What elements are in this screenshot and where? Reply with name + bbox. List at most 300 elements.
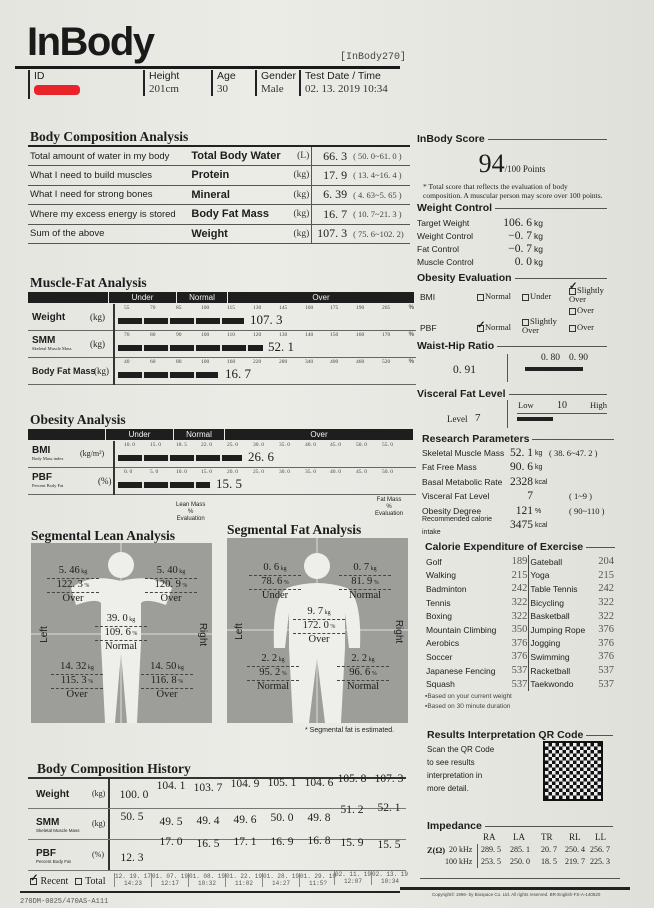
segmental-fat-diagram	[227, 538, 408, 723]
fat-left-arm: 0. 6 kg 78. 6 % Under	[249, 562, 301, 602]
weight-control-list	[417, 217, 607, 269]
right-panel	[417, 133, 607, 430]
history-date	[299, 873, 336, 887]
bar-value: 107. 3	[250, 312, 283, 327]
date: 01. 29. 19	[300, 873, 337, 880]
checkbox-checked[interactable]	[569, 288, 576, 295]
recent-checkbox[interactable]	[30, 878, 37, 885]
item-value: 121	[515, 504, 533, 517]
z-value: 250. 0	[510, 857, 530, 866]
table-row	[425, 677, 615, 691]
exercise: Tennis	[426, 597, 451, 608]
evaluation: Normal	[256, 681, 290, 692]
pct-value: 81. 9	[351, 576, 373, 587]
tick: 45. 0	[356, 469, 367, 475]
smm-bar	[118, 345, 263, 351]
list-item	[417, 243, 607, 256]
evaluation: Over	[66, 689, 88, 700]
pbf-option-over[interactable]	[569, 322, 594, 332]
tick: 50. 0	[356, 442, 367, 448]
list-item	[417, 217, 607, 230]
obesity-row-bmi	[28, 441, 416, 468]
divider	[420, 878, 620, 879]
kcal: 376	[598, 624, 614, 636]
exercise: Soccer	[426, 651, 453, 662]
checkbox[interactable]	[522, 294, 529, 301]
kg-value: 2. 2	[261, 653, 278, 664]
item-label: Obesity Degree	[422, 505, 482, 516]
col-header: LL	[595, 832, 606, 842]
row-label: Body Fat Mass	[189, 205, 289, 225]
item-label: Target Weight	[417, 218, 470, 228]
history-title: Body Composition History	[37, 761, 191, 776]
pct-value: 122. 3	[56, 579, 83, 590]
tick: 15. 0	[150, 442, 161, 448]
impedance-table	[427, 832, 613, 872]
col-header: TR	[541, 832, 553, 842]
pct-value: 95. 2	[259, 667, 281, 678]
visceral-gauge	[417, 400, 607, 430]
tick: 100	[201, 305, 210, 311]
weight-bar	[118, 318, 244, 324]
fat-right-arm: 0. 7 kg 81. 9 % Normal	[339, 562, 391, 602]
kg-value: 39. 0	[106, 613, 128, 624]
kcal: 322	[598, 597, 614, 609]
inbody-score	[417, 149, 607, 179]
row-unit: (kg)	[290, 205, 312, 225]
tick: 150	[330, 332, 339, 338]
level-label: Level	[447, 414, 468, 424]
tick: 170	[382, 332, 391, 338]
history-value: 49. 8	[307, 812, 331, 824]
history-value: 50. 5	[120, 811, 144, 823]
height-value: 201cm	[149, 83, 179, 95]
legend-line: Lean Mass	[176, 502, 206, 508]
bmi-bar	[118, 455, 242, 461]
tick: 140	[305, 332, 314, 338]
divider	[507, 354, 508, 382]
item-range: ( 38. 6~47. 2 )	[549, 447, 598, 458]
qr-text: Scan the QR Code to see results interpretation in more detail.	[427, 745, 495, 793]
item-value: −0. 7	[508, 243, 532, 255]
exercise: Jumping Rope	[530, 624, 586, 635]
col-header: RA	[483, 832, 496, 842]
bmi-option-slightly-over[interactable]	[569, 286, 609, 303]
evaluation: Normal	[104, 641, 138, 652]
tick: 100	[201, 332, 210, 338]
tick: 5. 0	[150, 469, 159, 475]
table-row	[28, 185, 410, 205]
row-unit: (kg)	[290, 185, 312, 205]
bmi-option-under[interactable]	[522, 291, 551, 301]
exercise: Boxing	[426, 611, 452, 622]
table-row	[425, 555, 615, 569]
id-label: ID	[34, 70, 45, 82]
time: 12:07	[343, 878, 362, 885]
row-sub: Skeletal Muscle Mass	[32, 346, 72, 351]
z-value: 20. 7	[541, 845, 557, 854]
item-label: Basal Metabolic Rate	[422, 476, 503, 487]
form-code: 270DM-0025/470AS-A111	[20, 898, 109, 906]
exercise: Bicycling	[530, 597, 564, 608]
time: 10:34	[380, 878, 399, 885]
option-label: Slightly Over	[569, 285, 604, 304]
row-name-text: PBF	[36, 848, 56, 859]
row-unit: (%)	[92, 850, 104, 859]
kcal: 322	[508, 596, 529, 610]
divider	[113, 441, 115, 468]
item-value: 90. 6	[510, 461, 533, 474]
time: 11:02	[234, 880, 253, 887]
evaluation: Over	[308, 634, 330, 645]
date: 01. 07. 19	[152, 873, 189, 880]
exercise: Table Tennis	[530, 583, 578, 594]
item-value: 0. 0	[514, 256, 532, 268]
note-text: Based on 30 minute duration	[427, 702, 511, 710]
item-unit: kg	[534, 231, 543, 241]
row-label: Mineral	[189, 185, 289, 205]
tick: 190	[356, 305, 365, 311]
table-row	[28, 205, 410, 225]
row-unit: (kg/m²)	[80, 449, 105, 458]
list-item	[417, 230, 607, 243]
impedance-title: Impedance	[427, 820, 613, 832]
checkbox[interactable]	[477, 294, 484, 301]
total-label: Total	[85, 876, 106, 887]
row-name	[32, 445, 64, 461]
bmi-option-over[interactable]	[569, 305, 594, 315]
id-field	[28, 70, 143, 99]
scale-line	[517, 413, 607, 414]
z-value: 250. 4	[565, 845, 585, 854]
row-sub: Skeletal Muscle Mass	[36, 828, 80, 833]
pct-label: %	[408, 332, 414, 338]
row-range: ( 75. 6~102. 2)	[351, 224, 410, 244]
checkbox[interactable]	[569, 308, 576, 315]
row-range: ( 50. 0~61. 0 )	[351, 146, 410, 166]
qr-code-icon[interactable]	[543, 741, 603, 801]
note: ▪Based on your current weight	[425, 692, 512, 700]
total-checkbox[interactable]	[75, 878, 82, 885]
row-range: ( 4. 63~5. 65 )	[351, 185, 410, 205]
time: 12:17	[160, 880, 179, 887]
weight-control-title: Weight Control	[417, 202, 607, 214]
id-redaction	[34, 85, 80, 95]
research-title: Research Parameters	[422, 433, 614, 445]
freq: 100 kHz	[445, 857, 473, 866]
tick: 120	[253, 332, 262, 338]
kcal: 376	[598, 651, 614, 663]
bar-value: 52. 1	[268, 339, 294, 354]
history-date	[262, 873, 299, 887]
history-value: 15. 5	[377, 839, 401, 851]
band-blank	[28, 292, 108, 303]
exercise: Badminton	[426, 583, 467, 594]
legend-line: Evaluation	[375, 511, 404, 517]
pbf-bar	[118, 482, 210, 488]
exercise: Japanese Fencing	[426, 665, 496, 676]
kcal: 189	[508, 555, 529, 569]
tick: 20. 0	[227, 469, 238, 475]
history-value: 104. 9	[230, 778, 260, 790]
row-name-text: SMM	[36, 817, 60, 828]
row-value: 16. 7	[312, 205, 351, 225]
inbody-logo: InBody	[27, 20, 154, 64]
obesity-eval-grid	[417, 284, 607, 336]
z-value: 219. 7	[565, 857, 585, 866]
tick: 55	[124, 305, 130, 311]
history-date	[371, 871, 408, 885]
tick: 30. 0	[279, 469, 290, 475]
research-panel	[422, 433, 614, 536]
exercise: Jogging	[530, 638, 561, 649]
freq: 20 kHz	[449, 845, 473, 854]
item-label: Weight Control	[417, 231, 474, 241]
test-date-value: 02. 13. 2019 10:34	[305, 83, 388, 95]
row-unit: (kg)	[92, 819, 106, 828]
note-text: Based on your current weight	[427, 692, 512, 700]
band-over: Over	[225, 429, 413, 440]
table-row	[28, 146, 410, 166]
score-note: * Total score that reflects the evaluation of body composition. A muscular person may score over 100 points.	[423, 182, 603, 200]
item-label: Skeletal Muscle Mass	[422, 447, 505, 458]
bar-value: 15. 5	[216, 476, 242, 491]
waist-hip-bar	[525, 367, 583, 371]
divider	[507, 400, 508, 428]
mf-row-body-fat-mass	[28, 358, 416, 385]
legend-line: Fat Mass	[376, 497, 402, 503]
row-name: Weight	[32, 312, 66, 323]
row-unit: (kg)	[92, 789, 106, 798]
item-label: Recommended calorie intake	[422, 515, 493, 536]
row-label: Total Body Water	[189, 146, 289, 166]
kcal: 215	[598, 569, 614, 581]
pbf-option-slightly-over[interactable]	[522, 317, 566, 334]
obesity-eval-title: Obesity Evaluation	[417, 272, 607, 284]
tick: 0. 0	[124, 469, 133, 475]
body-composition-table	[28, 145, 410, 244]
pct-value: 96. 6	[349, 667, 371, 678]
history-date	[225, 873, 262, 887]
row-desc: Total amount of water in my body	[28, 146, 189, 166]
history-date	[188, 873, 225, 887]
tick: 45. 0	[330, 442, 341, 448]
header-rule	[15, 66, 400, 69]
kcal: 322	[508, 609, 529, 623]
table-row	[28, 166, 410, 186]
checkbox[interactable]	[569, 325, 576, 332]
fat-right-leg: 2. 2 kg 96. 6 % Normal	[337, 653, 389, 693]
pct-value: 120. 9	[154, 579, 181, 590]
row-desc: Sum of the above	[28, 224, 189, 244]
fat-mass-legend	[375, 497, 403, 518]
date: 02. 13. 19	[372, 871, 409, 878]
lean-mass-legend	[176, 502, 205, 523]
tick: 55. 0	[382, 442, 393, 448]
tick: 400	[330, 359, 339, 365]
row-range: ( 13. 4~16. 4 )	[351, 166, 410, 186]
bar-value: 26. 6	[248, 449, 274, 464]
kg-value: 9. 7	[307, 606, 324, 617]
level-value: 7	[475, 412, 481, 424]
tick: 220	[253, 359, 262, 365]
tick: 460	[356, 359, 365, 365]
option-label: Normal	[485, 291, 511, 301]
history-value: 12. 3	[120, 852, 144, 864]
segmental-fat-title: Segmental Fat Analysis	[227, 522, 362, 537]
tick: 10. 0	[124, 442, 135, 448]
row-name-text: BMI	[32, 445, 51, 456]
muscle-fat-title: Muscle-Fat Analysis	[30, 275, 147, 290]
kcal: 537	[508, 664, 529, 678]
evaluation: Normal	[348, 590, 382, 601]
score-value: 94	[478, 149, 505, 178]
kcal: 376	[598, 637, 614, 649]
item-value: 3475	[510, 519, 533, 532]
table-row	[425, 664, 615, 678]
calorie-panel	[425, 541, 615, 712]
row-range: ( 10. 7~21. 3 )	[351, 205, 410, 225]
history-value: 103. 7	[193, 782, 223, 794]
list-item	[422, 515, 614, 536]
gender-value: Male	[261, 83, 284, 95]
item-unit: kg	[534, 244, 543, 254]
pct-label: %	[408, 359, 414, 365]
tick: 145	[279, 305, 288, 311]
divider	[113, 331, 115, 358]
table-row	[425, 609, 615, 623]
evaluation: Over	[156, 689, 178, 700]
table-row	[425, 623, 615, 637]
copyright: Copyright© 1996- by Biospace Co. Ltd. All rights reserved. BR-English-FS-A-140520	[432, 892, 601, 897]
history-row-pbf	[28, 835, 406, 871]
row-label: Protein	[189, 166, 289, 186]
exercise: Yoga	[530, 570, 550, 581]
checkbox[interactable]	[522, 319, 529, 326]
tick: 30. 0	[253, 442, 264, 448]
pct-value: 172. 0	[302, 620, 329, 631]
item-value: −0. 7	[508, 230, 532, 242]
history-value: 17. 1	[233, 836, 257, 848]
row-name-text: PBF	[32, 472, 52, 483]
pbf-option-normal[interactable]	[477, 322, 511, 332]
z-value: 256. 7	[590, 845, 610, 854]
kcal: 204	[598, 556, 614, 568]
history-value: 105. 8	[337, 773, 367, 785]
tick: 115	[227, 305, 236, 311]
divider	[113, 304, 115, 331]
date: 01. 28. 19	[263, 873, 300, 880]
item-unit: kcal	[535, 522, 548, 530]
history-value: 15. 9	[340, 837, 364, 849]
segmental-lean-diagram	[31, 543, 212, 723]
legend-line: Evaluation	[176, 516, 205, 522]
divider	[113, 358, 115, 385]
row-desc: What I need to build muscles	[28, 166, 189, 186]
pct-value: 78. 6	[261, 576, 283, 587]
obesity-bands	[28, 429, 416, 440]
date: 01. 08. 19	[189, 873, 226, 880]
z-value: 285. 1	[510, 845, 530, 854]
history-value: 104. 1	[156, 780, 186, 792]
item-unit: kg	[535, 464, 543, 472]
calorie-notes	[425, 692, 615, 712]
kcal: 322	[598, 610, 614, 622]
scale-mid: 10	[557, 400, 567, 411]
tick: 15. 0	[201, 469, 212, 475]
row-unit: (kg)	[94, 366, 109, 376]
tick: 85	[176, 305, 182, 311]
lean-left-arm: 5. 46 kg 122. 3 % Over	[47, 565, 99, 605]
fat-trunk: 9. 7 kg 172. 0 % Over	[293, 606, 345, 646]
option-label: Over	[577, 305, 594, 315]
option-label: Slightly Over	[522, 316, 557, 335]
lean-right-leg: 14. 50 kg 116. 8 % Over	[141, 661, 193, 701]
bmi-option-normal[interactable]	[477, 291, 511, 301]
exercise: Racketball	[530, 665, 571, 676]
footer-rule	[20, 891, 400, 893]
z-value: 18. 5	[541, 857, 557, 866]
lean-right-arm: 5. 40 kg 120. 9 % Over	[145, 565, 197, 605]
history-table	[28, 773, 409, 887]
kcal: 537	[598, 678, 614, 690]
list-item	[417, 256, 607, 269]
checkbox-checked[interactable]	[477, 325, 484, 332]
evaluation: Normal	[346, 681, 380, 692]
history-value: 49. 5	[159, 816, 183, 828]
row-value: 17. 9	[312, 166, 351, 186]
tick: 160	[356, 332, 365, 338]
tick: 80	[176, 359, 182, 365]
history-value: 104. 6	[304, 777, 334, 789]
age-value: 30	[217, 83, 228, 95]
row-sub: Body Mass index	[32, 456, 64, 461]
history-value: 107. 3	[374, 773, 404, 785]
fat-left-leg: 2. 2 kg 95. 2 % Normal	[247, 653, 299, 693]
history-date	[334, 871, 371, 885]
tick: 340	[305, 359, 314, 365]
history-value: 16. 8	[307, 835, 331, 847]
time: 14:27	[271, 880, 290, 887]
history-value: 52. 1	[377, 802, 401, 814]
band-over: Over	[228, 292, 414, 303]
evaluation: Over	[62, 593, 84, 604]
evaluation: Over	[160, 593, 182, 604]
item-label: Muscle Control	[417, 257, 474, 267]
item-value: 7	[527, 490, 533, 503]
lean-left-leg: 14. 32 kg 115. 3 % Over	[51, 661, 103, 701]
exercise: Taekwondo	[530, 679, 574, 690]
kcal: 376	[508, 637, 529, 651]
tick: 80	[150, 332, 156, 338]
row-unit: (kg)	[90, 339, 105, 349]
row-value: 66. 3	[312, 146, 351, 166]
item-unit: kg	[534, 257, 543, 267]
tick: 22. 0	[201, 442, 212, 448]
kg-value: 2. 2	[351, 653, 368, 664]
row-desc: What I need for strong bones	[28, 185, 189, 205]
item-unit: kcal	[535, 478, 548, 486]
option-label: Normal	[485, 322, 511, 332]
item-label: Fat Free Mass	[422, 462, 477, 473]
row-desc: Where my excess energy is stored	[28, 205, 189, 225]
table-row	[425, 582, 615, 596]
col-header: LA	[513, 832, 525, 842]
tick: 18. 5	[176, 442, 187, 448]
row-value: 107. 3	[312, 224, 351, 244]
row-value: 6. 39	[312, 185, 351, 205]
qr-title: Results Interpretation QR Code	[427, 729, 613, 741]
